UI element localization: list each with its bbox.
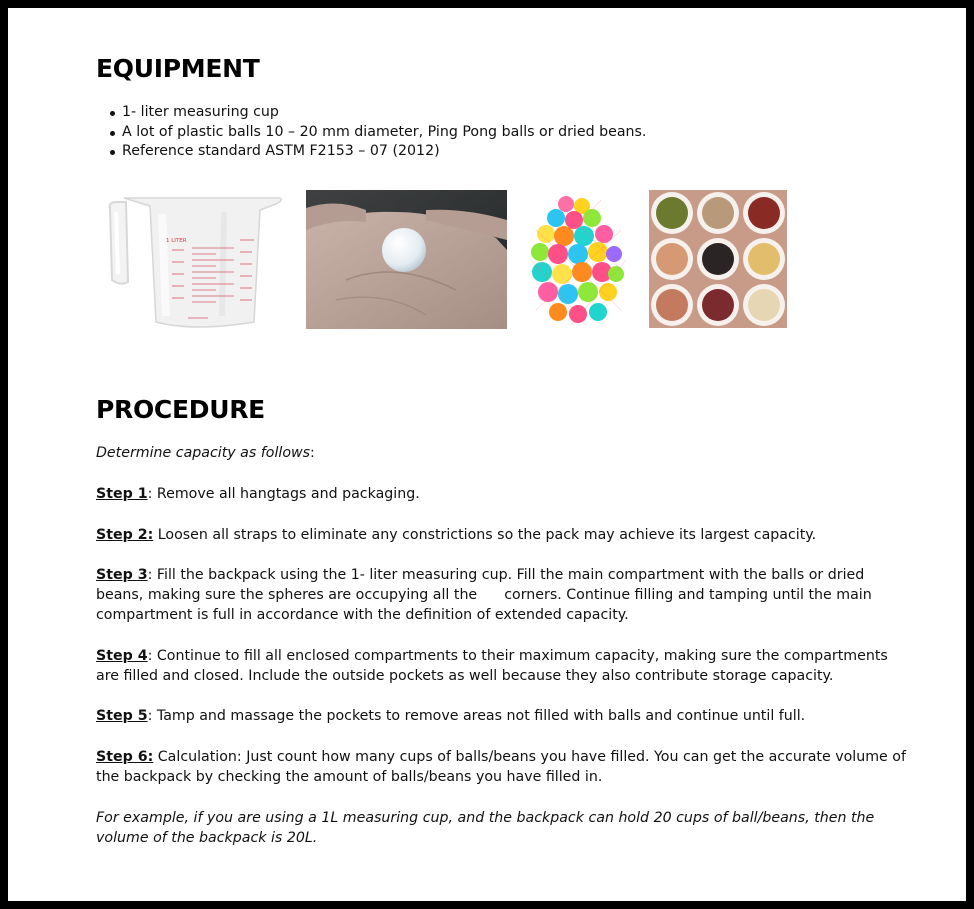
cup-label: 1 LITER [166,238,187,244]
procedure-intro: Determine capacity as follows: [96,445,315,461]
procedure-step-4: Step 4: Continue to fill all enclosed compartments to their maximum capacity, making sure the compartments are filled and closed. Include the outside pockets as well because they also contribute storage capacity. [96,647,888,684]
step-label: Step 3 [96,567,148,584]
procedure-body [96,444,906,869]
equipment-list [96,103,646,162]
procedure-step-2: Step 2: Loosen all straps to eliminate any constrictions so the pack may achieve its largest capacity. [96,526,817,543]
hand-ball-image [306,190,507,329]
equipment-image-row [96,190,816,330]
document-page [8,8,966,901]
procedure-step-3: Step 3: Fill the backpack using the 1- liter measuring cup. Fill the main compartment with the balls or dried beans, making sure the spheres are occupying all the corners. Continue filling and tamping until the main compartment is full in accordance with the definition of extended capacity. [96,567,877,623]
measuring-cup-image [104,190,284,330]
equipment-heading: EQUIPMENT [96,54,260,83]
equipment-item-balls: A lot of plastic balls 10 – 20 mm diameter, Ping Pong balls or dried beans. [96,123,646,143]
procedure-heading: PROCEDURE [96,395,265,424]
procedure-step-5: Step 5: Tamp and massage the pockets to remove areas not filled with balls and continue until full. [96,708,806,725]
procedure-example: For example, if you are using a 1L measuring cup, and the backpack can hold 20 cups of ball/beans, then the volume of the backpack is 20L. [96,809,875,846]
step-label: Step 4 [96,647,148,664]
procedure-step-1: Step 1: Remove all hangtags and packaging. [96,485,420,502]
ball-net-image [526,190,631,330]
step-label: Step 1 [96,485,148,502]
equipment-item-standard: Reference standard ASTM F2153 – 07 (2012) [96,142,646,162]
equipment-item-cup: 1- liter measuring cup [96,103,646,123]
step-label: Step 2: [96,526,154,543]
step-label: Step 5 [96,708,148,725]
beans-bowls-image [649,190,787,328]
step-label: Step 6: [96,749,154,766]
procedure-step-6: Step 6: Calculation: Just count how many cups of balls/beans you have filled. You can get the accurate volume of the backpack by checking the amount of balls/beans you have filled in. [96,749,906,785]
